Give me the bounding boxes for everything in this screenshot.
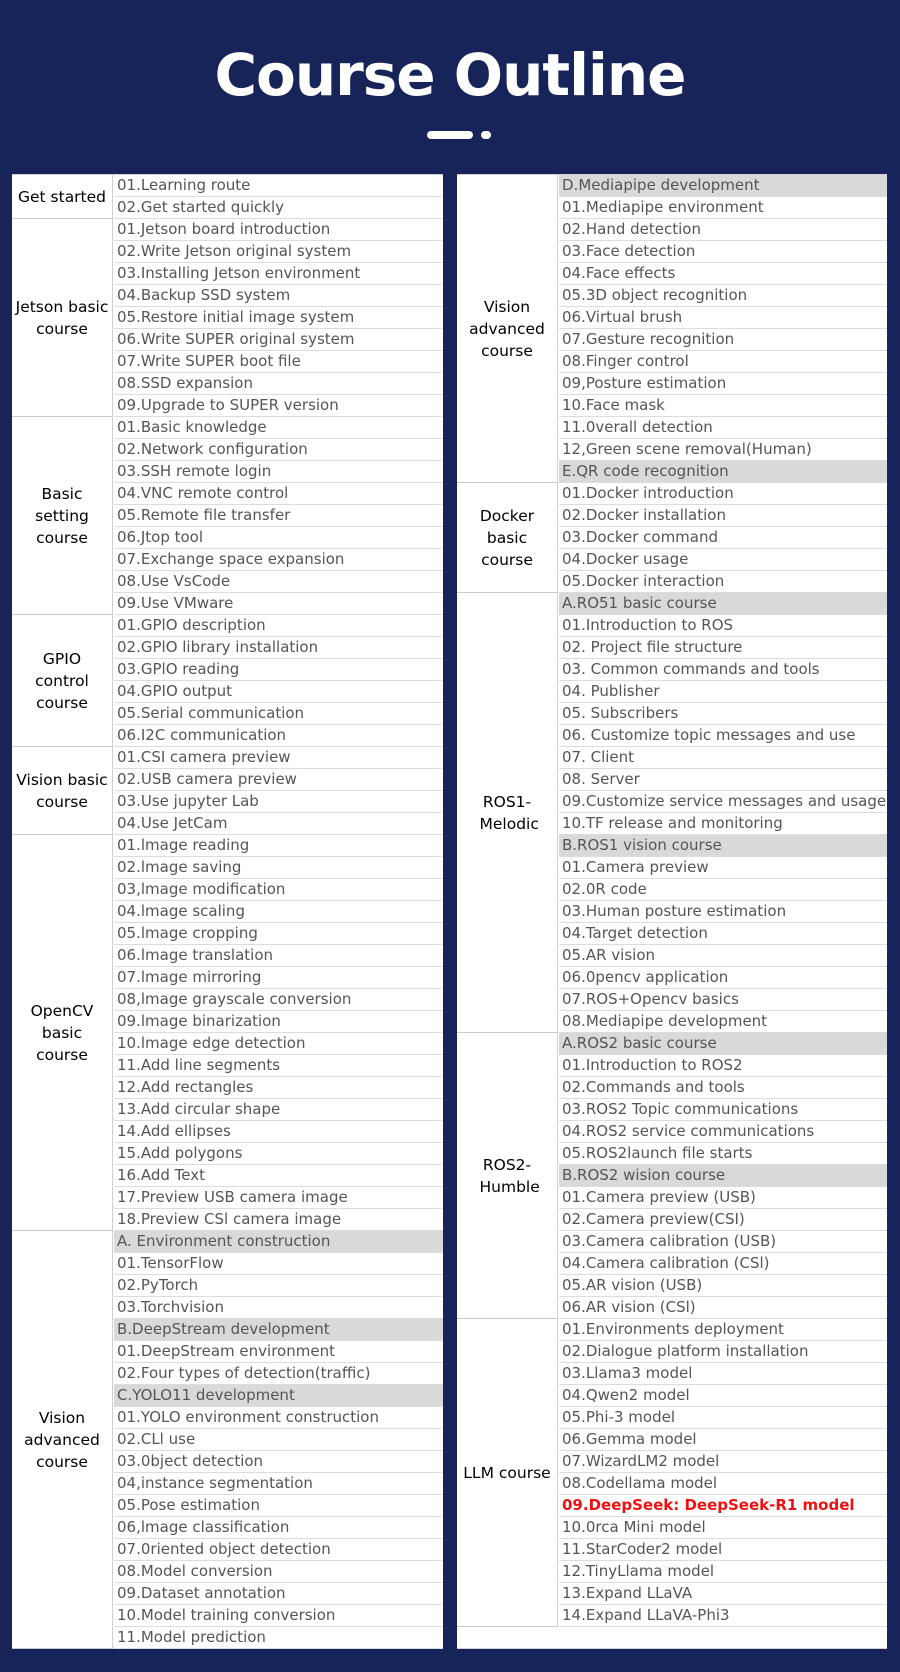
course-item: 01.Introduction to ROS2 bbox=[559, 1055, 887, 1077]
category-label: ROS2-Humble bbox=[479, 1155, 540, 1196]
course-item: 07.ROS+Opencv basics bbox=[559, 989, 887, 1011]
course-items bbox=[114, 1231, 443, 1649]
course-item: 10.TF release and monitoring bbox=[559, 813, 887, 835]
course-item: 08,lmage grayscale conversion bbox=[114, 989, 443, 1011]
course-item: 03.Docker command bbox=[559, 527, 887, 549]
course-item: 06,lmage classification bbox=[114, 1517, 443, 1539]
course-item: 07.lmage mirroring bbox=[114, 967, 443, 989]
course-item: 03,lmage modification bbox=[114, 879, 443, 901]
course-items bbox=[114, 747, 443, 835]
course-items bbox=[559, 1033, 887, 1319]
course-item: 05.Pose estimation bbox=[114, 1495, 443, 1517]
course-item: 07. Client bbox=[559, 747, 887, 769]
course-item: 16.Add Text bbox=[114, 1165, 443, 1187]
course-item: 03.Torchvision bbox=[114, 1297, 443, 1319]
course-item: 08.SSD expansion bbox=[114, 373, 443, 395]
course-items bbox=[114, 615, 443, 747]
course-section bbox=[457, 593, 887, 1033]
category-label: Get started bbox=[17, 187, 107, 206]
subsection-header: B.ROS2 wision course bbox=[559, 1165, 887, 1187]
category-gpio-control-course bbox=[12, 615, 113, 747]
course-item: 05.Phi-3 model bbox=[559, 1407, 887, 1429]
category-label: GPIO control course bbox=[35, 649, 89, 712]
course-item: 02.Docker installation bbox=[559, 505, 887, 527]
course-item: 01.Jetson board introduction bbox=[114, 219, 443, 241]
course-item: 08.Codellama model bbox=[559, 1473, 887, 1495]
category-label: Basic setting course bbox=[35, 484, 89, 547]
category-label: Docker basic course bbox=[479, 506, 535, 569]
course-item: 02.0R code bbox=[559, 879, 887, 901]
category-ros2-humble bbox=[457, 1033, 558, 1319]
course-item: 06.AR vision (CSl) bbox=[559, 1297, 887, 1319]
course-item: 02.Four types of detection(traffic) bbox=[114, 1363, 443, 1385]
course-item: 10.0rca Mini model bbox=[559, 1517, 887, 1539]
course-item: 09.DeepSeek: DeepSeek-R1 model bbox=[559, 1495, 887, 1517]
course-item: 01.YOLO environment construction bbox=[114, 1407, 443, 1429]
course-item: 02.Write Jetson original system bbox=[114, 241, 443, 263]
course-item: 02.USB camera preview bbox=[114, 769, 443, 791]
course-items bbox=[114, 175, 443, 219]
course-item: 03.ROS2 Topic communications bbox=[559, 1099, 887, 1121]
course-item: 04.GPIO output bbox=[114, 681, 443, 703]
course-item: 06.I2C communication bbox=[114, 725, 443, 747]
course-items bbox=[559, 593, 887, 1033]
course-item: 06.Write SUPER original system bbox=[114, 329, 443, 351]
course-item: 02. Project file structure bbox=[559, 637, 887, 659]
course-item: 06.Virtual brush bbox=[559, 307, 887, 329]
course-item: 06.Jtop tool bbox=[114, 527, 443, 549]
course-section bbox=[457, 1033, 887, 1319]
course-item: 02.PyTorch bbox=[114, 1275, 443, 1297]
course-item: 07.WizardLM2 model bbox=[559, 1451, 887, 1473]
category-jetson-basic-course bbox=[12, 219, 113, 417]
course-item: 07.Exchange space expansion bbox=[114, 549, 443, 571]
course-section bbox=[12, 1231, 443, 1649]
course-item: 01.CSI camera preview bbox=[114, 747, 443, 769]
course-items bbox=[114, 219, 443, 417]
category-docker-basic-course bbox=[457, 483, 558, 593]
course-item: 11.0verall detection bbox=[559, 417, 887, 439]
course-item: 09.lmage binarization bbox=[114, 1011, 443, 1033]
course-items bbox=[559, 175, 887, 483]
course-item: 04.lmage scaling bbox=[114, 901, 443, 923]
category-vision-advanced-course bbox=[12, 1231, 113, 1649]
course-item: 05.AR vision bbox=[559, 945, 887, 967]
course-item: 08.Model conversion bbox=[114, 1561, 443, 1583]
course-item: 13.Add circular shape bbox=[114, 1099, 443, 1121]
course-item: 01.Introduction to ROS bbox=[559, 615, 887, 637]
course-item: 11.StarCoder2 model bbox=[559, 1539, 887, 1561]
subsection-header: C.YOLO11 development bbox=[114, 1385, 443, 1407]
course-item: 03.0bject detection bbox=[114, 1451, 443, 1473]
course-item: 01.Learning route bbox=[114, 175, 443, 197]
course-item: 11.Model prediction bbox=[114, 1627, 443, 1649]
category-label: Vision advanced course bbox=[24, 1408, 100, 1471]
course-section bbox=[457, 483, 887, 593]
course-item: 07.Write SUPER boot file bbox=[114, 351, 443, 373]
category-vision-basic-course bbox=[12, 747, 113, 835]
course-item: 04.Docker usage bbox=[559, 549, 887, 571]
category-llm-course bbox=[457, 1319, 558, 1627]
course-item: 02.Commands and tools bbox=[559, 1077, 887, 1099]
category-label: Vision basic course bbox=[16, 770, 108, 811]
course-item: 02.Network configuration bbox=[114, 439, 443, 461]
category-opencv-basic-course bbox=[12, 835, 113, 1231]
course-item: 01.GPlO description bbox=[114, 615, 443, 637]
course-section bbox=[12, 417, 443, 615]
course-item: 12,Green scene removal(Human) bbox=[559, 439, 887, 461]
category-label: ROS1-Melodic bbox=[479, 792, 539, 833]
category-basic-setting-course bbox=[12, 417, 113, 615]
course-item: 02.Hand detection bbox=[559, 219, 887, 241]
course-item: 14.Add ellipses bbox=[114, 1121, 443, 1143]
course-item: 02.Dialogue platform installation bbox=[559, 1341, 887, 1363]
course-items bbox=[559, 483, 887, 593]
course-item: 05.Docker interaction bbox=[559, 571, 887, 593]
course-item: 05.lmage cropping bbox=[114, 923, 443, 945]
course-item: 10.Model training conversion bbox=[114, 1605, 443, 1627]
course-section bbox=[12, 835, 443, 1231]
course-item: 02.CLl use bbox=[114, 1429, 443, 1451]
course-item: 01.Mediapipe environment bbox=[559, 197, 887, 219]
title-underline-dot bbox=[481, 131, 491, 139]
course-item: 03. Common commands and tools bbox=[559, 659, 887, 681]
course-item: 14.Expand LLaVA-Phi3 bbox=[559, 1605, 887, 1627]
course-item: 02.GPlO library installation bbox=[114, 637, 443, 659]
course-item: 05.ROS2launch file starts bbox=[559, 1143, 887, 1165]
course-item: 17.Preview USB camera image bbox=[114, 1187, 443, 1209]
course-item: 05.3D object recognition bbox=[559, 285, 887, 307]
course-item: 03.GPlO reading bbox=[114, 659, 443, 681]
course-item: 05.AR vision (USB) bbox=[559, 1275, 887, 1297]
course-item: 02.lmage saving bbox=[114, 857, 443, 879]
course-section bbox=[12, 615, 443, 747]
course-item: 03.Llama3 model bbox=[559, 1363, 887, 1385]
subsection-header: E.QR code recognition bbox=[559, 461, 887, 483]
course-item: 08.Finger control bbox=[559, 351, 887, 373]
course-item: 07.Gesture recognition bbox=[559, 329, 887, 351]
course-item: 05.Remote file transfer bbox=[114, 505, 443, 527]
course-item: 08.Use VsCode bbox=[114, 571, 443, 593]
course-section bbox=[457, 175, 887, 483]
course-table-right bbox=[457, 174, 887, 1649]
subsection-header: A.RO51 basic course bbox=[559, 593, 887, 615]
subsection-header: D.Mediapipe development bbox=[559, 175, 887, 197]
course-item: 03.Use jupyter Lab bbox=[114, 791, 443, 813]
category-label: Vision advanced course bbox=[469, 297, 545, 360]
course-item: 01.Basic knowledge bbox=[114, 417, 443, 439]
course-item: 09.Upgrade to SUPER version bbox=[114, 395, 443, 417]
course-item: 01.Camera preview (USB) bbox=[559, 1187, 887, 1209]
course-item: 09.Use VMware bbox=[114, 593, 443, 615]
course-item: 05. Subscribers bbox=[559, 703, 887, 725]
category-label: Jetson basic course bbox=[15, 297, 109, 338]
course-item: 07.0riented object detection bbox=[114, 1539, 443, 1561]
course-item: 10.Face mask bbox=[559, 395, 887, 417]
course-item: 04.Camera calibration (CSl) bbox=[559, 1253, 887, 1275]
course-item: 04.Use JetCam bbox=[114, 813, 443, 835]
course-item: 04.Target detection bbox=[559, 923, 887, 945]
subsection-header: A. Environment construction bbox=[114, 1231, 443, 1253]
course-item: 06. Customize topic messages and use bbox=[559, 725, 887, 747]
course-section bbox=[12, 747, 443, 835]
course-item: 12.Add rectangles bbox=[114, 1077, 443, 1099]
course-section bbox=[12, 175, 443, 219]
course-item: 02.Get started quickly bbox=[114, 197, 443, 219]
course-item: 12.TinyLlama model bbox=[559, 1561, 887, 1583]
header bbox=[0, 0, 900, 172]
course-item: 09.Dataset annotation bbox=[114, 1583, 443, 1605]
course-item: 01.lmage reading bbox=[114, 835, 443, 857]
course-item: 15.Add polygons bbox=[114, 1143, 443, 1165]
subsection-header: B.ROS1 vision course bbox=[559, 835, 887, 857]
course-item: 05.Restore initial image system bbox=[114, 307, 443, 329]
course-item: 01.Environments deployment bbox=[559, 1319, 887, 1341]
course-item: 01.TensorFlow bbox=[114, 1253, 443, 1275]
course-items bbox=[559, 1319, 887, 1627]
course-item: 01.Camera preview bbox=[559, 857, 887, 879]
course-item: 04.Qwen2 model bbox=[559, 1385, 887, 1407]
course-item: 06.0pencv application bbox=[559, 967, 887, 989]
category-label: OpenCV basic course bbox=[30, 1001, 94, 1064]
course-item: 10.lmage edge detection bbox=[114, 1033, 443, 1055]
course-item: 08. Server bbox=[559, 769, 887, 791]
subsection-header: B.DeepStream development bbox=[114, 1319, 443, 1341]
course-items bbox=[114, 417, 443, 615]
subsection-header: A.ROS2 basic course bbox=[559, 1033, 887, 1055]
page-title: Course Outline bbox=[214, 41, 686, 109]
course-item: 06.Gemma model bbox=[559, 1429, 887, 1451]
course-item: 04.VNC remote control bbox=[114, 483, 443, 505]
course-item: 05.Serial communication bbox=[114, 703, 443, 725]
course-item: 03.SSH remote login bbox=[114, 461, 443, 483]
course-item: 18.Preview CSl camera image bbox=[114, 1209, 443, 1231]
course-item: 01.Docker introduction bbox=[559, 483, 887, 505]
course-item: 03.Human posture estimation bbox=[559, 901, 887, 923]
course-table-left bbox=[12, 174, 443, 1649]
course-item: 13.Expand LLaVA bbox=[559, 1583, 887, 1605]
course-item: 08.Mediapipe development bbox=[559, 1011, 887, 1033]
course-item: 09.Customize service messages and usage bbox=[559, 791, 887, 813]
category-vision-advanced-course bbox=[457, 175, 558, 483]
course-item: 03.Camera calibration (USB) bbox=[559, 1231, 887, 1253]
course-section bbox=[457, 1319, 887, 1627]
course-item: 02.Camera preview(CSI) bbox=[559, 1209, 887, 1231]
course-item: 03.Face detection bbox=[559, 241, 887, 263]
course-item: 04.Backup SSD system bbox=[114, 285, 443, 307]
course-item: 04,instance segmentation bbox=[114, 1473, 443, 1495]
category-get-started bbox=[12, 175, 113, 219]
course-item: 09,Posture estimation bbox=[559, 373, 887, 395]
category-label: LLM course bbox=[463, 1463, 551, 1482]
category-ros1-melodic bbox=[457, 593, 558, 1033]
course-section bbox=[12, 219, 443, 417]
course-item: 03.Installing Jetson environment bbox=[114, 263, 443, 285]
course-item: 04.ROS2 service communications bbox=[559, 1121, 887, 1143]
course-item: 06.lmage translation bbox=[114, 945, 443, 967]
course-items bbox=[114, 835, 443, 1231]
course-item: 01.DeepStream environment bbox=[114, 1341, 443, 1363]
title-underline bbox=[427, 131, 473, 139]
course-item: 11.Add line segments bbox=[114, 1055, 443, 1077]
course-item: 04.Face effects bbox=[559, 263, 887, 285]
course-item: 04. Publisher bbox=[559, 681, 887, 703]
